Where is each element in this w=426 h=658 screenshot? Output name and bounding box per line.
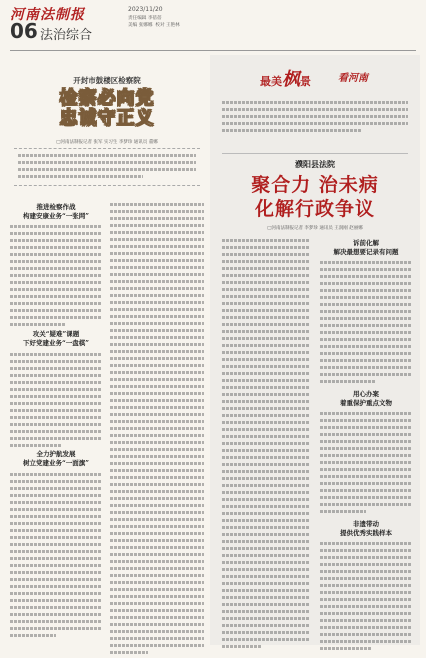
left-column1-text-3 — [10, 473, 102, 641]
left-subhead-1: 推进检察作战 构建安康业务“一张网” — [23, 203, 89, 220]
right-headline — [210, 173, 420, 221]
right-column2-text-3 — [320, 542, 412, 654]
brand-suffix: 景 — [300, 75, 311, 88]
brand-place: 看河南 — [338, 73, 368, 84]
left-lead-box — [14, 148, 200, 186]
page-number: 06 — [10, 19, 38, 43]
left-kicker: 开封市鼓楼区检察院 — [73, 76, 141, 85]
masthead — [10, 4, 416, 48]
left-column1-text-2 — [10, 353, 102, 451]
right-intro-text — [222, 101, 408, 136]
right-subhead-1: 诉前化解 解决最想要记录有问题 — [333, 239, 399, 256]
left-article — [10, 55, 204, 645]
right-subhead-2: 用心办案 着重保护重点文物 — [340, 390, 392, 407]
court-name: 濮阳县法院 — [295, 159, 335, 169]
issue-date: 2023/11/20 — [128, 6, 163, 13]
left-headline-line1: 检察必向党 — [59, 88, 155, 109]
brand-feng: 枫 — [282, 69, 300, 90]
right-column2-text-2 — [320, 412, 412, 517]
left-subhead-3: 全力护航发展 树立党建业务“一面旗” — [23, 450, 89, 467]
left-lead-text — [18, 154, 196, 182]
right-column1-text — [222, 239, 310, 652]
right-byline: □河南法制报记者 李梦珍 通讯员 王润刚 赵丽娜 — [267, 226, 363, 231]
left-column1-text-1 — [10, 225, 102, 330]
right-article — [210, 55, 420, 645]
right-headline-line2: 化解行政争议 — [254, 198, 375, 220]
right-column2-text-1 — [320, 261, 412, 387]
editor-credits: 责任编辑 李蓓蓓 美编 张娜娜 校对 王艳林 — [128, 16, 180, 28]
left-column2-text — [110, 203, 204, 658]
right-divider — [222, 153, 408, 154]
right-headline-line1: 聚合力 治未病 — [251, 174, 379, 196]
brand-prefix: 最美 — [260, 75, 282, 88]
right-subhead-3: 非遗带动 提供优秀实践样本 — [340, 520, 392, 537]
masthead-divider — [10, 50, 416, 51]
right-column-banner — [210, 55, 420, 95]
column-brand — [260, 65, 311, 91]
left-headline — [10, 89, 204, 129]
newspaper-logo: 河南法制报 — [10, 7, 85, 23]
section-title: 法治综合 — [40, 28, 93, 43]
left-byline: □河南法制报记者 张军 实习生 李梦珍 通讯员 董娜 — [56, 140, 158, 145]
left-subhead-2: 攻关“疑难”课题 下好党建业务“一盘棋” — [23, 330, 89, 347]
left-headline-line2: 忠诚守正义 — [59, 108, 155, 129]
